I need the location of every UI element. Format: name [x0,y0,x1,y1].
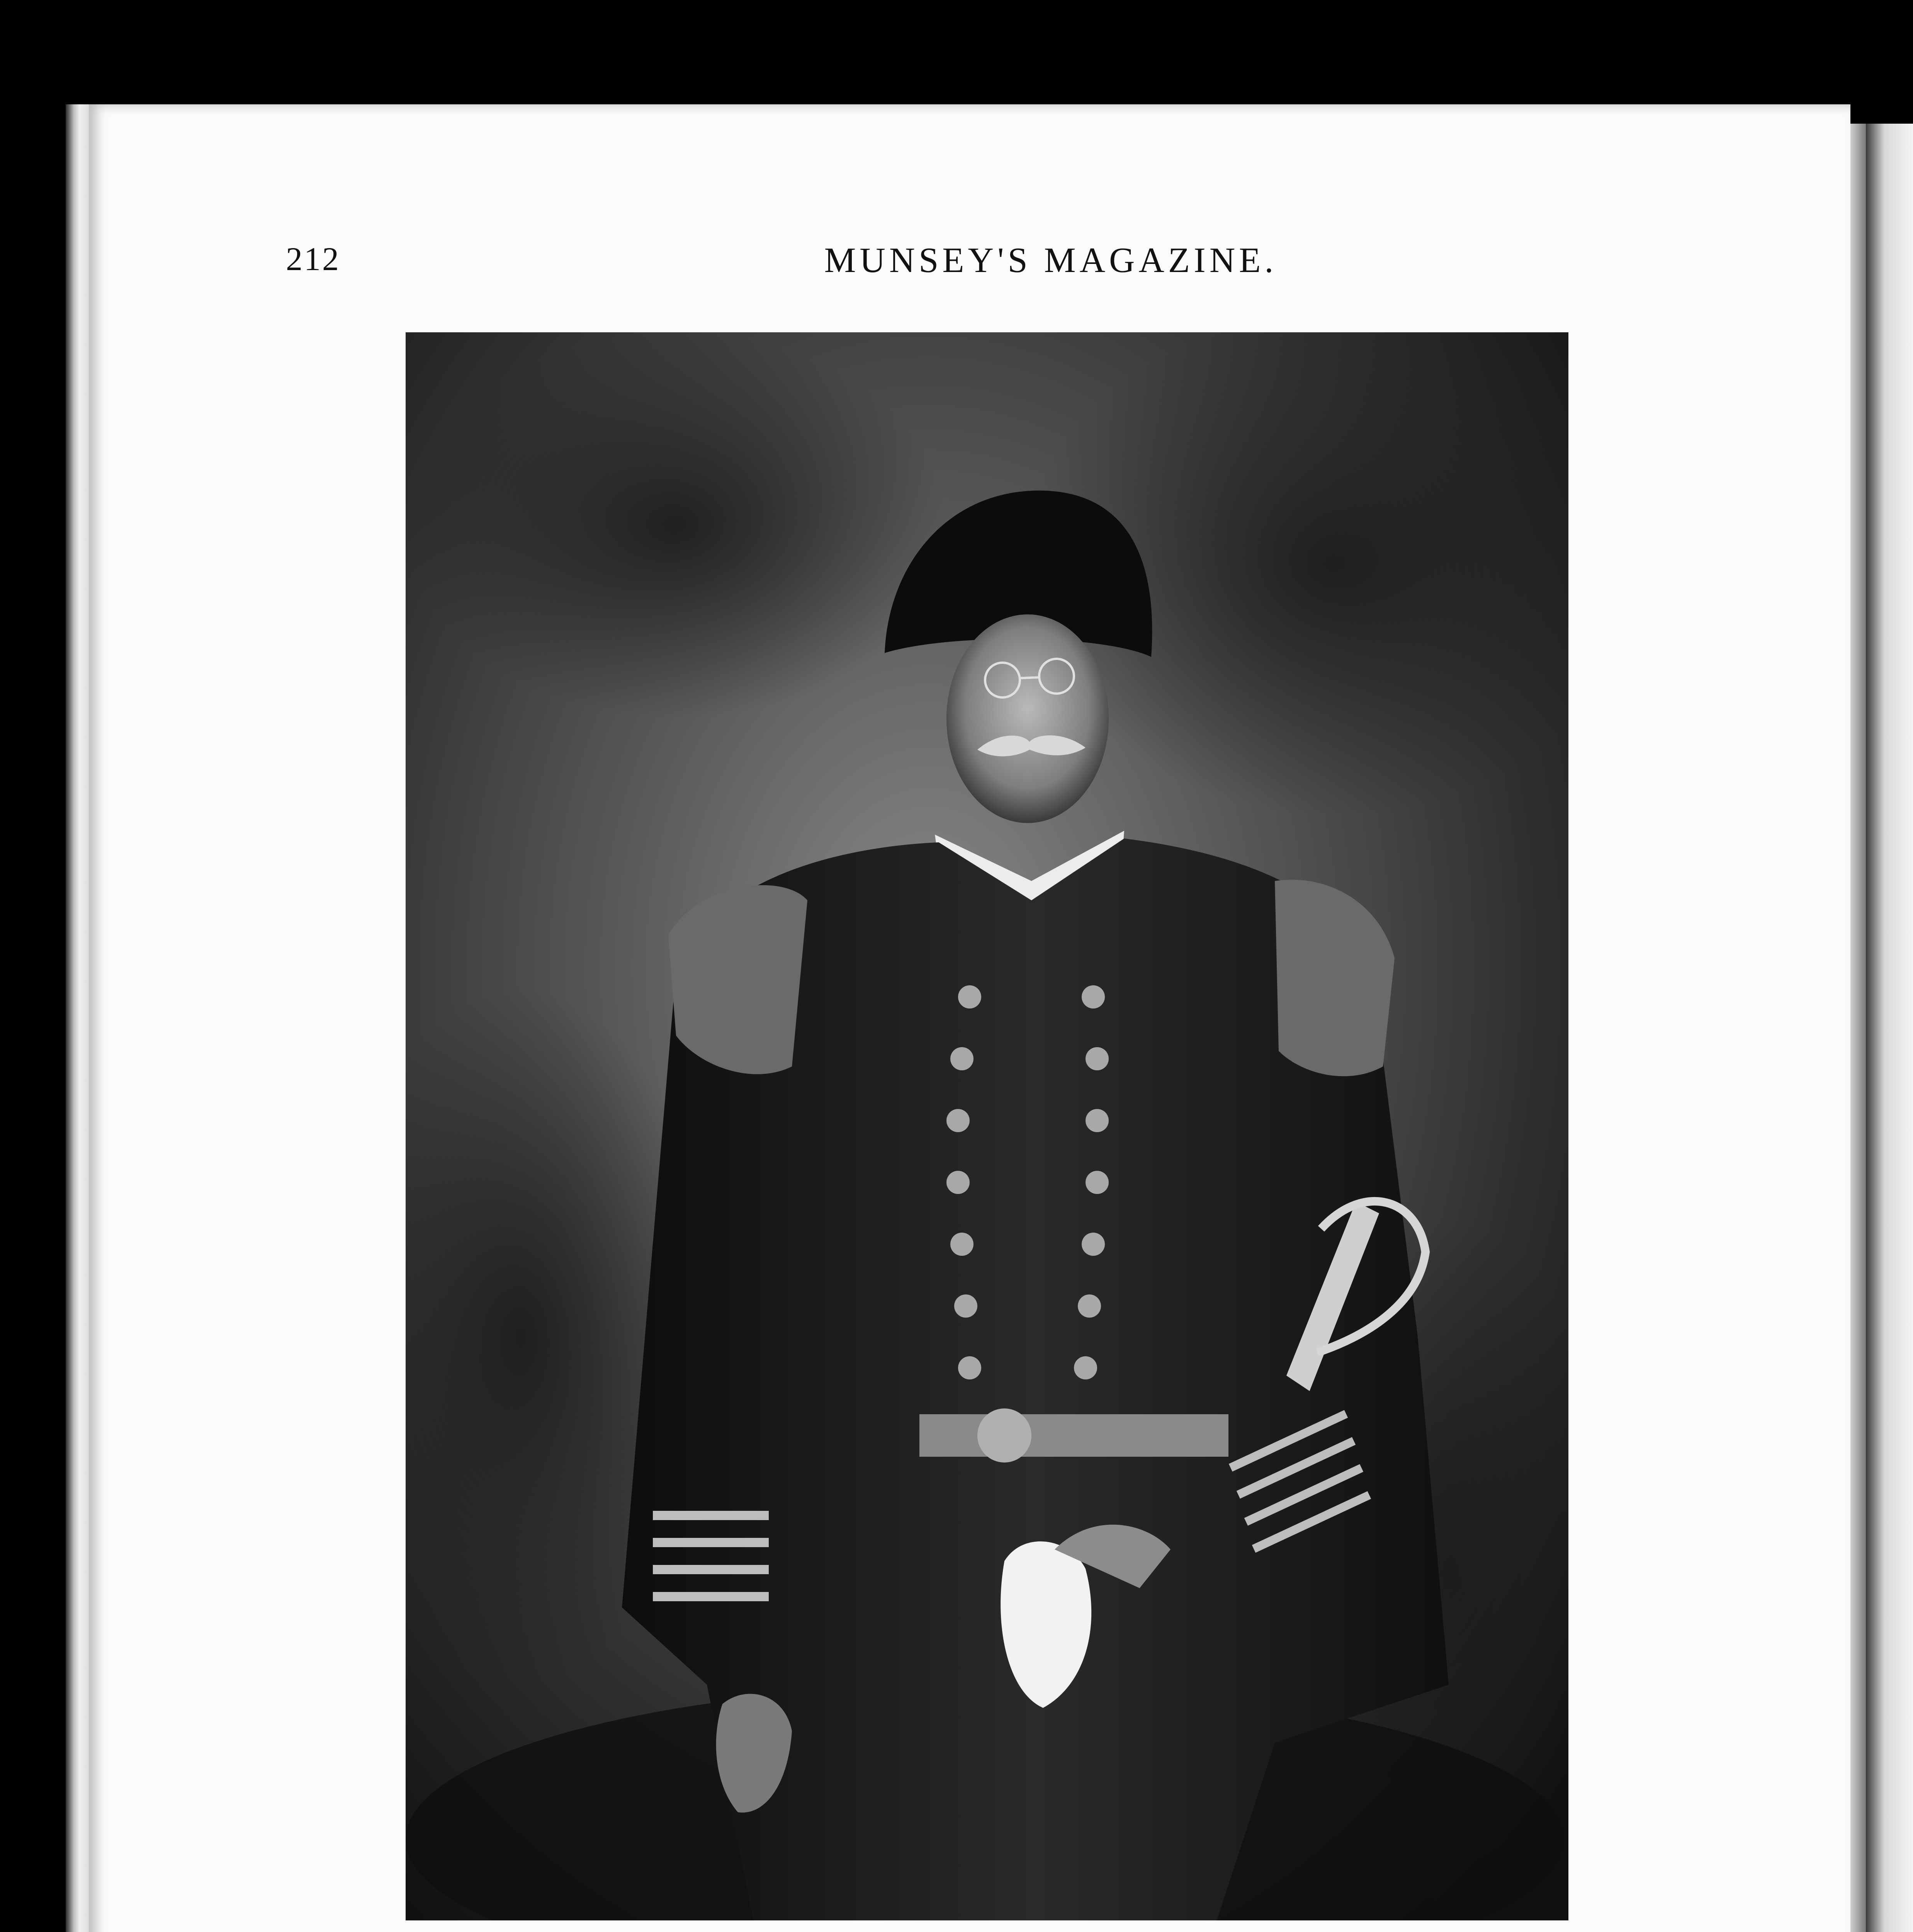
facing-page-sliver [1866,124,1913,1932]
page-edge-right [1850,124,1866,1932]
page-number: 212 [286,240,340,277]
portrait-photograph [406,332,1568,1920]
page-stack-edge [66,104,89,1932]
running-head [286,240,1816,286]
portrait-image [406,332,1568,1920]
magazine-title: MUNSEY'S MAGAZINE. [824,240,1278,280]
